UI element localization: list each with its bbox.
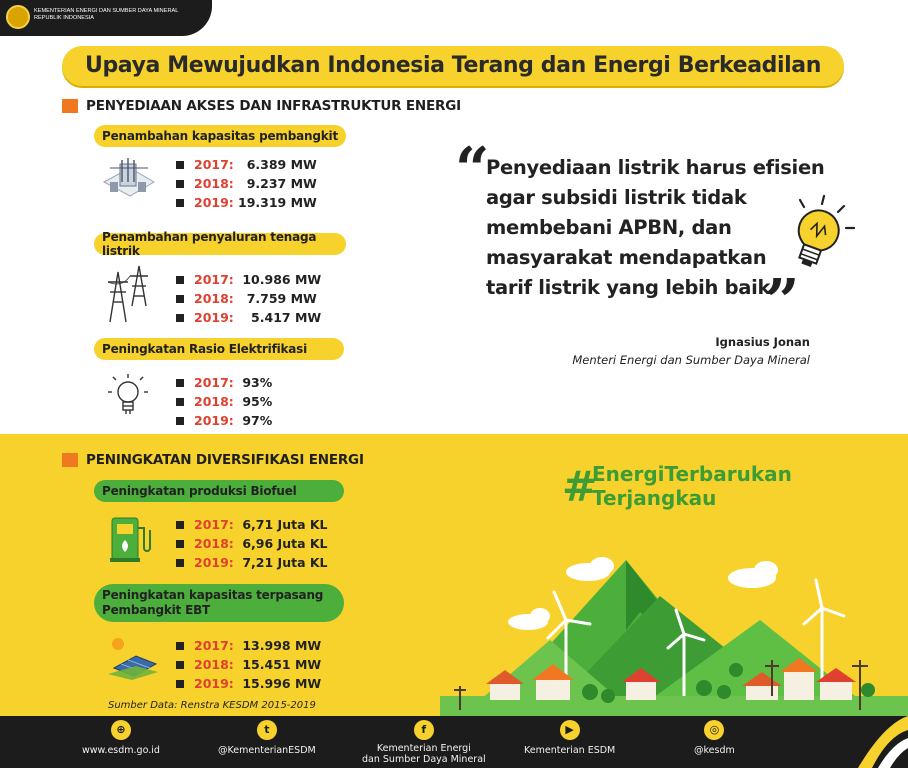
footer-facebook-link[interactable]: [362, 720, 486, 765]
stat-value: 97%: [238, 413, 273, 428]
stat-year: 2017:: [194, 517, 234, 532]
stat-year: 2018:: [194, 394, 234, 409]
data-source-note: Sumber Data: Renstra KESDM 2015-2019: [108, 700, 316, 711]
stat-value: 10.986 MW: [238, 272, 322, 287]
footer-label: @kesdm: [694, 745, 735, 756]
instagram-icon: ◎: [704, 720, 724, 740]
light-bulb-icon: [106, 372, 150, 422]
bullet-icon: [176, 680, 184, 688]
pill-label: Penambahan penyaluran tenaga listrik: [102, 230, 317, 258]
footer-label: Kementerian ESDM: [524, 745, 616, 756]
twitter-icon: t: [257, 720, 277, 740]
pill-transmission-increase: [94, 230, 346, 258]
stat-year: 2018:: [194, 536, 234, 551]
stat-value: 95%: [238, 394, 273, 409]
pill-biofuel-production: [94, 480, 344, 502]
stat-year: 2018:: [194, 291, 234, 306]
solar-panel-icon: [106, 636, 160, 680]
stat-list-transmission: [176, 270, 321, 327]
stat-year: 2017:: [194, 638, 234, 653]
quote-author: [572, 333, 810, 369]
section-title: PENYEDIAAN AKSES DAN INFRASTRUKTUR ENERGI: [86, 98, 461, 114]
footer-instagram-link[interactable]: [694, 720, 735, 756]
stat-row: [176, 308, 321, 327]
stat-year: 2019:: [194, 195, 234, 210]
stat-year: 2018:: [194, 176, 234, 191]
bullet-icon: [176, 661, 184, 669]
stat-row: [176, 270, 321, 289]
pill-label-line1: Peningkatan kapasitas terpasang: [102, 588, 324, 602]
bullet-icon: [176, 199, 184, 207]
youtube-icon: ▶: [560, 720, 580, 740]
stat-value: 15.996 MW: [238, 676, 322, 691]
stat-row: [176, 392, 272, 411]
orange-square-marker: [62, 99, 78, 113]
bullet-icon: [176, 559, 184, 567]
stat-list-electrification: [176, 373, 272, 430]
footer-label-line1: Kementerian Energi: [376, 743, 471, 754]
stat-year: 2017:: [194, 157, 234, 172]
stat-list-biofuel: [176, 515, 328, 572]
stat-year: 2018:: [194, 657, 234, 672]
stat-row: [176, 289, 321, 308]
open-quote-mark: “: [455, 135, 490, 205]
stat-list-capacity: [176, 155, 317, 212]
globe-icon: ⊕: [111, 720, 131, 740]
quote-line: tarif listrik yang lebih baik: [486, 276, 771, 299]
stat-row: [176, 553, 328, 572]
footer-label-line2: dan Sumber Daya Mineral: [362, 754, 486, 765]
pill-label: Penambahan kapasitas pembangkit: [102, 129, 338, 143]
pill-label: Peningkatan produksi Biofuel: [102, 484, 297, 498]
pill-label-line2: Pembangkit EBT: [102, 603, 210, 617]
orange-square-marker: [62, 453, 78, 467]
campaign-hashtag: [562, 462, 792, 510]
bullet-icon: [176, 521, 184, 529]
pill-electrification-ratio: [94, 338, 344, 360]
section-header-access: [62, 98, 461, 114]
page-title: Upaya Mewujudkan Indonesia Terang dan Energi Berkeadilan: [85, 53, 821, 78]
stat-row: [176, 515, 328, 534]
hashtag-line2: Terjangkau: [592, 486, 717, 510]
facebook-icon: f: [414, 720, 434, 740]
stat-row: [176, 636, 321, 655]
quote-line: masyarakat mendapatkan: [486, 246, 767, 269]
footer-label: www.esdm.go.id: [82, 745, 160, 756]
stat-value: 6,96 Juta KL: [238, 536, 328, 551]
biofuel-pump-icon: [108, 512, 154, 564]
stat-value: 15.451 MW: [238, 657, 322, 672]
stat-row: [176, 534, 328, 553]
footer-label: @KementerianESDM: [218, 745, 316, 756]
stat-year: 2019:: [194, 676, 234, 691]
section-header-diversification: [62, 452, 364, 468]
ministry-name: [34, 8, 178, 22]
stat-value: 19.319 MW: [238, 195, 317, 210]
ministry-header-tab: [0, 0, 212, 36]
bullet-icon: [176, 642, 184, 650]
stat-year: 2017:: [194, 272, 234, 287]
stat-year: 2019:: [194, 310, 234, 325]
bullet-icon: [176, 379, 184, 387]
bullet-icon: [176, 314, 184, 322]
stat-value: 7,21 Juta KL: [238, 555, 328, 570]
ministry-name-line1: KEMENTERIAN ENERGI DAN SUMBER DAYA MINERAL: [34, 8, 179, 14]
bullet-icon: [176, 276, 184, 284]
section-title: PENINGKATAN DIVERSIFIKASI ENERGI: [86, 452, 364, 468]
bullet-icon: [176, 180, 184, 188]
renewable-landscape-illustration: [440, 520, 908, 716]
stat-row: [176, 674, 321, 693]
stat-row: [176, 193, 317, 212]
ministry-logo-icon: [6, 5, 30, 29]
hashtag-line1: EnergiTerbarukan: [592, 462, 792, 486]
stat-row: [176, 411, 272, 430]
stat-row: [176, 174, 317, 193]
stat-row: [176, 155, 317, 174]
footer-website-link[interactable]: [82, 720, 160, 756]
quote-line: agar subsidi listrik tidak: [486, 186, 747, 209]
bullet-icon: [176, 540, 184, 548]
ministry-name-line2: REPUBLIK INDONESIA: [34, 15, 94, 21]
stat-value: 6,71 Juta KL: [238, 517, 328, 532]
stat-list-ebt: [176, 636, 321, 693]
footer-twitter-link[interactable]: [218, 720, 316, 756]
stat-year: 2019:: [194, 555, 234, 570]
quote-line: membebani APBN, dan: [486, 216, 732, 239]
author-role: Menteri Energi dan Sumber Daya Mineral: [572, 353, 810, 367]
stat-value: 9.237 MW: [238, 176, 317, 191]
stat-value: 93%: [238, 375, 273, 390]
stat-row: [176, 655, 321, 674]
author-name: Ignasius Jonan: [715, 335, 810, 349]
close-quote-mark: ”: [765, 267, 800, 337]
pill-capacity-increase: [94, 125, 346, 147]
power-substation-icon: [100, 152, 158, 210]
stat-year: 2019:: [194, 413, 234, 428]
quote-line: Penyediaan listrik harus efisien: [486, 156, 825, 179]
pill-label: Peningkatan Rasio Elektrifikasi: [102, 342, 308, 356]
stat-value: 6.389 MW: [238, 157, 317, 172]
bullet-icon: [176, 295, 184, 303]
footer-youtube-link[interactable]: [524, 720, 615, 756]
bullet-icon: [176, 161, 184, 169]
transmission-tower-icon: [104, 262, 154, 324]
footer-corner-decoration: [848, 716, 908, 768]
stat-value: 7.759 MW: [238, 291, 317, 306]
stat-value: 13.998 MW: [238, 638, 322, 653]
stat-row: [176, 373, 272, 392]
idea-bulb-icon: [774, 192, 858, 284]
title-banner: [62, 46, 844, 86]
bullet-icon: [176, 398, 184, 406]
footer-label: [362, 743, 486, 765]
stat-value: 5.417 MW: [238, 310, 322, 325]
bullet-icon: [176, 417, 184, 425]
hashtag-symbol: #: [562, 462, 598, 511]
pill-ebt-capacity: [94, 584, 344, 622]
stat-year: 2017:: [194, 375, 234, 390]
